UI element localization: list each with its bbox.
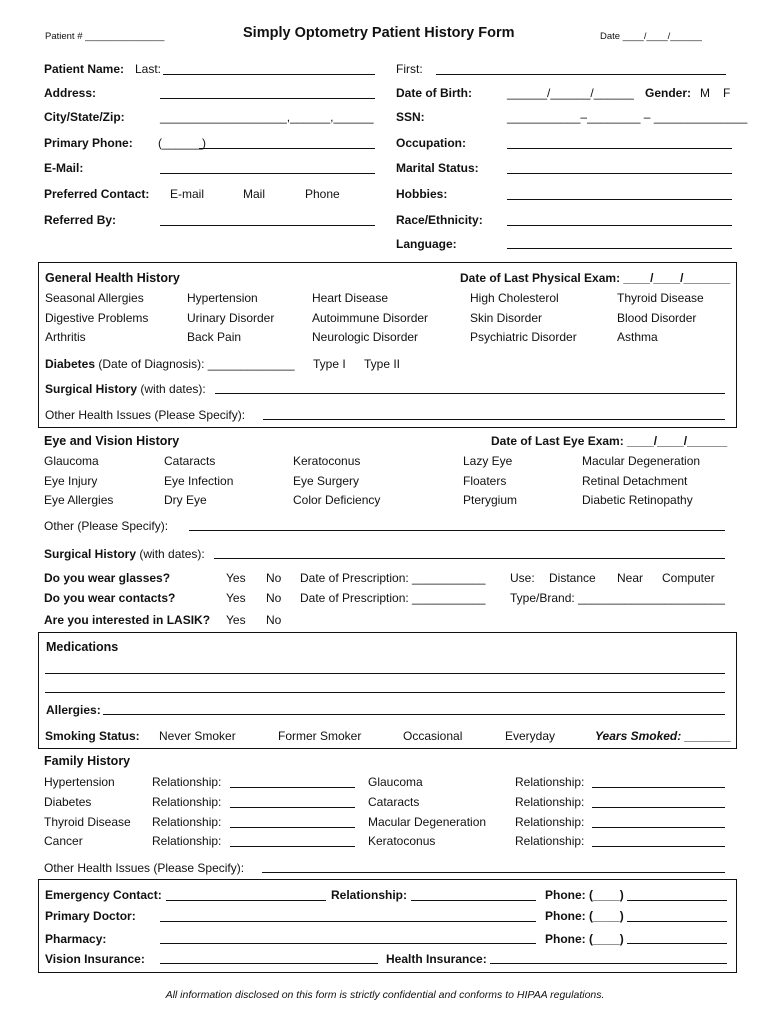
health-insurance-label: Health Insurance: xyxy=(386,952,487,966)
eye-condition-option[interactable]: Eye Infection xyxy=(164,474,234,488)
language-label: Language: xyxy=(396,237,457,251)
type-brand-field[interactable]: Type/Brand: ______________________ xyxy=(510,591,725,605)
relationship-label: Relationship: xyxy=(515,795,585,809)
patient-name-label: Patient Name: xyxy=(44,62,125,76)
condition-option[interactable]: Back Pain xyxy=(187,330,242,344)
emergency-contact-line[interactable] xyxy=(166,900,326,901)
contacts-question: Do you wear contacts? xyxy=(44,591,176,605)
family-condition: Glaucoma xyxy=(368,775,423,789)
last-name-label: Last: xyxy=(135,62,162,76)
diabetes-row xyxy=(45,357,295,371)
preferred-contact-label: Preferred Contact: xyxy=(44,187,150,201)
condition-option[interactable]: Thyroid Disease xyxy=(617,291,704,305)
use-computer-option[interactable]: Computer xyxy=(662,571,715,585)
diabetes-type1-option[interactable]: Type I xyxy=(313,357,346,371)
family-history-title: Family History xyxy=(44,754,131,768)
condition-option[interactable]: Autoimmune Disorder xyxy=(312,311,429,325)
gender-label: Gender: xyxy=(645,86,692,100)
referred-by-line[interactable] xyxy=(160,225,375,226)
emergency-phone-label: Phone: (____) xyxy=(545,888,624,902)
family-other-line[interactable] xyxy=(262,872,725,873)
glasses-no-option[interactable]: No xyxy=(266,571,282,585)
condition-option[interactable]: Hypertension xyxy=(187,291,258,305)
gender-f-option[interactable]: F xyxy=(723,86,731,100)
pharmacy-label: Pharmacy: xyxy=(45,932,107,946)
hobbies-label: Hobbies: xyxy=(396,187,448,201)
contacts-no-option[interactable]: No xyxy=(266,591,282,605)
city-state-zip-label: City/State/Zip: xyxy=(44,110,125,124)
relationship-line[interactable] xyxy=(592,807,725,808)
last-name-line[interactable] xyxy=(163,74,375,75)
relationship-label: Relationship: xyxy=(515,815,585,829)
eye-condition-option[interactable]: Glaucoma xyxy=(44,454,99,468)
diabetes-date-field[interactable]: (Date of Diagnosis): _____________ xyxy=(98,357,295,371)
other-health-issues-line[interactable] xyxy=(263,419,725,420)
medications-title: Medications xyxy=(46,640,119,654)
address-line[interactable] xyxy=(160,98,375,99)
marital-status-label: Marital Status: xyxy=(396,161,479,175)
marital-status-line[interactable] xyxy=(507,173,732,174)
other-health-issues-label: Other Health Issues (Please Specify): xyxy=(45,408,246,422)
form-title: Simply Optometry Patient History Form xyxy=(243,25,515,41)
condition-option[interactable]: Psychiatric Disorder xyxy=(470,330,577,344)
first-name-label: First: xyxy=(396,62,423,76)
relationship-label: Relationship: xyxy=(152,795,222,809)
condition-option[interactable]: Skin Disorder xyxy=(470,311,543,325)
smoking-occasional-option[interactable]: Occasional xyxy=(403,729,463,743)
family-other-label: Other Health Issues (Please Specify): xyxy=(44,861,245,875)
relationship-label: Relationship: xyxy=(152,834,222,848)
condition-option[interactable]: Heart Disease xyxy=(312,291,389,305)
glasses-rx-date-field[interactable]: Date of Prescription: ___________ xyxy=(300,571,486,585)
condition-option[interactable]: Seasonal Allergies xyxy=(45,291,144,305)
phone-label: Primary Phone: xyxy=(44,136,133,150)
race-line[interactable] xyxy=(507,225,732,226)
family-condition: Keratoconus xyxy=(368,834,436,848)
smoking-never-option[interactable]: Never Smoker xyxy=(159,729,236,743)
primary-doctor-line[interactable] xyxy=(160,921,536,922)
relationship-line[interactable] xyxy=(230,827,355,828)
occupation-line[interactable] xyxy=(507,148,732,149)
diabetes-label: Diabetes xyxy=(45,357,96,371)
doctor-phone-label: Phone: (____) xyxy=(545,909,624,923)
surgical-history-line[interactable] xyxy=(215,393,725,394)
smoking-everyday-option[interactable]: Everyday xyxy=(505,729,556,743)
eye-condition-option[interactable]: Pterygium xyxy=(463,493,518,507)
use-near-option[interactable]: Near xyxy=(617,571,644,585)
family-condition: Hypertension xyxy=(44,775,115,789)
glasses-question: Do you wear glasses? xyxy=(44,571,171,585)
ssn-field[interactable]: ___________–________ – ______________ xyxy=(507,110,748,124)
diabetes-type2-option[interactable]: Type II xyxy=(364,357,401,371)
eye-condition-option[interactable]: Color Deficiency xyxy=(293,493,381,507)
condition-option[interactable]: Asthma xyxy=(617,330,658,344)
eye-condition-option[interactable]: Retinal Detachment xyxy=(582,474,688,488)
gender-m-option[interactable]: M xyxy=(700,86,710,100)
relationship-line[interactable] xyxy=(592,846,725,847)
emergency-relationship-label: Relationship: xyxy=(331,888,408,902)
last-eye-exam-field[interactable]: Date of Last Eye Exam: ____/____/______ xyxy=(491,434,728,448)
condition-option[interactable]: Urinary Disorder xyxy=(187,311,275,325)
emergency-contact-label: Emergency Contact: xyxy=(45,888,162,902)
referred-by-label: Referred By: xyxy=(44,213,117,227)
condition-option[interactable]: Digestive Problems xyxy=(45,311,149,325)
use-label: Use: xyxy=(510,571,535,585)
pharmacy-line[interactable] xyxy=(160,943,536,944)
condition-option[interactable]: Neurologic Disorder xyxy=(312,330,419,344)
glasses-yes-option[interactable]: Yes xyxy=(226,571,246,585)
eye-other-line[interactable] xyxy=(189,530,725,531)
allergies-label: Allergies: xyxy=(46,703,101,717)
eye-other-label: Other (Please Specify): xyxy=(44,519,169,533)
smoking-status-label: Smoking Status: xyxy=(45,729,140,743)
relationship-label: Relationship: xyxy=(152,775,222,789)
race-label: Race/Ethnicity: xyxy=(396,213,483,227)
relationship-line[interactable] xyxy=(230,787,355,788)
medications-line-2[interactable] xyxy=(45,692,725,693)
relationship-label: Relationship: xyxy=(515,775,585,789)
patient-number-field[interactable]: Patient # _______________ xyxy=(45,31,165,42)
eye-history-title: Eye and Vision History xyxy=(44,434,180,448)
contact-mail-option[interactable]: Mail xyxy=(243,187,266,201)
vision-insurance-label: Vision Insurance: xyxy=(45,952,145,966)
confidentiality-notice: All information disclosed on this form is strictly confidential and conforms to HIPAA regulations. xyxy=(165,989,605,1001)
relationship-line[interactable] xyxy=(592,827,725,828)
last-physical-exam-field[interactable]: Date of Last Physical Exam: ____/____/_______ xyxy=(460,271,731,285)
first-name-line[interactable] xyxy=(436,74,726,75)
dob-field[interactable]: ______/______/______ xyxy=(507,86,634,100)
family-condition: Cataracts xyxy=(368,795,420,809)
contact-phone-option[interactable]: Phone xyxy=(305,187,340,201)
condition-option[interactable]: Arthritis xyxy=(45,330,86,344)
years-smoked-field[interactable]: Years Smoked: _______ xyxy=(595,729,732,743)
occupation-label: Occupation: xyxy=(396,136,467,150)
doctor-phone-line[interactable] xyxy=(627,921,727,922)
email-label: E-Mail: xyxy=(44,161,84,175)
primary-doctor-label: Primary Doctor: xyxy=(45,909,136,923)
hobbies-line[interactable] xyxy=(507,199,732,200)
condition-option[interactable]: High Cholesterol xyxy=(470,291,559,305)
family-condition: Diabetes xyxy=(44,795,92,809)
eye-condition-option[interactable]: Lazy Eye xyxy=(463,454,513,468)
family-condition: Cancer xyxy=(44,834,83,848)
city-state-zip-field[interactable]: ___________________,______,______ xyxy=(160,110,374,124)
surgical-history-row xyxy=(45,382,206,396)
date-field[interactable]: Date ____/____/______ xyxy=(600,31,702,42)
contact-email-option[interactable]: E-mail xyxy=(170,187,205,201)
ssn-label: SSN: xyxy=(396,110,425,124)
general-health-title: General Health History xyxy=(45,271,180,285)
eye-surgical-hint: (with dates): xyxy=(139,547,205,561)
general-health-box xyxy=(38,262,737,428)
pharmacy-phone-label: Phone: (____) xyxy=(545,932,624,946)
condition-option[interactable]: Blood Disorder xyxy=(617,311,697,325)
phone-line[interactable] xyxy=(199,148,375,149)
email-line[interactable] xyxy=(160,173,375,174)
family-condition: Macular Degeneration xyxy=(368,815,487,829)
phone-area-code[interactable]: (______) xyxy=(158,136,207,150)
emergency-relationship-line[interactable] xyxy=(411,900,536,901)
surgical-history-label: Surgical History xyxy=(45,382,138,396)
eye-condition-option[interactable]: Cataracts xyxy=(164,454,216,468)
eye-condition-option[interactable]: Eye Allergies xyxy=(44,493,114,507)
contacts-yes-option[interactable]: Yes xyxy=(226,591,246,605)
eye-condition-option[interactable]: Keratoconus xyxy=(293,454,361,468)
relationship-line[interactable] xyxy=(230,846,355,847)
health-insurance-line[interactable] xyxy=(490,963,727,964)
family-condition: Thyroid Disease xyxy=(44,815,131,829)
allergies-line[interactable] xyxy=(103,714,725,715)
eye-condition-option[interactable]: Macular Degeneration xyxy=(582,454,701,468)
language-line[interactable] xyxy=(507,248,732,249)
eye-surgical-label: Surgical History xyxy=(44,547,137,561)
address-label: Address: xyxy=(44,86,97,100)
lasik-no-option[interactable]: No xyxy=(266,613,282,627)
relationship-label: Relationship: xyxy=(152,815,222,829)
lasik-question: Are you interested in LASIK? xyxy=(44,613,211,627)
relationship-line[interactable] xyxy=(592,787,725,788)
dob-label: Date of Birth: xyxy=(396,86,472,100)
relationship-line[interactable] xyxy=(230,807,355,808)
surgical-history-hint: (with dates): xyxy=(140,382,206,396)
use-distance-option[interactable]: Distance xyxy=(549,571,596,585)
smoking-former-option[interactable]: Former Smoker xyxy=(278,729,362,743)
contacts-rx-date-field[interactable]: Date of Prescription: ___________ xyxy=(300,591,486,605)
vision-insurance-line[interactable] xyxy=(160,963,378,964)
eye-surgical-row xyxy=(44,547,205,561)
eye-condition-option[interactable]: Eye Injury xyxy=(44,474,98,488)
eye-condition-option[interactable]: Eye Surgery xyxy=(293,474,360,488)
eye-surgical-line[interactable] xyxy=(214,558,725,559)
eye-condition-option[interactable]: Diabetic Retinopathy xyxy=(582,493,693,507)
pharmacy-phone-line[interactable] xyxy=(627,943,727,944)
medications-line-1[interactable] xyxy=(45,673,725,674)
eye-condition-option[interactable]: Floaters xyxy=(463,474,507,488)
lasik-yes-option[interactable]: Yes xyxy=(226,613,246,627)
eye-condition-option[interactable]: Dry Eye xyxy=(164,493,207,507)
emergency-phone-line[interactable] xyxy=(627,900,727,901)
relationship-label: Relationship: xyxy=(515,834,585,848)
